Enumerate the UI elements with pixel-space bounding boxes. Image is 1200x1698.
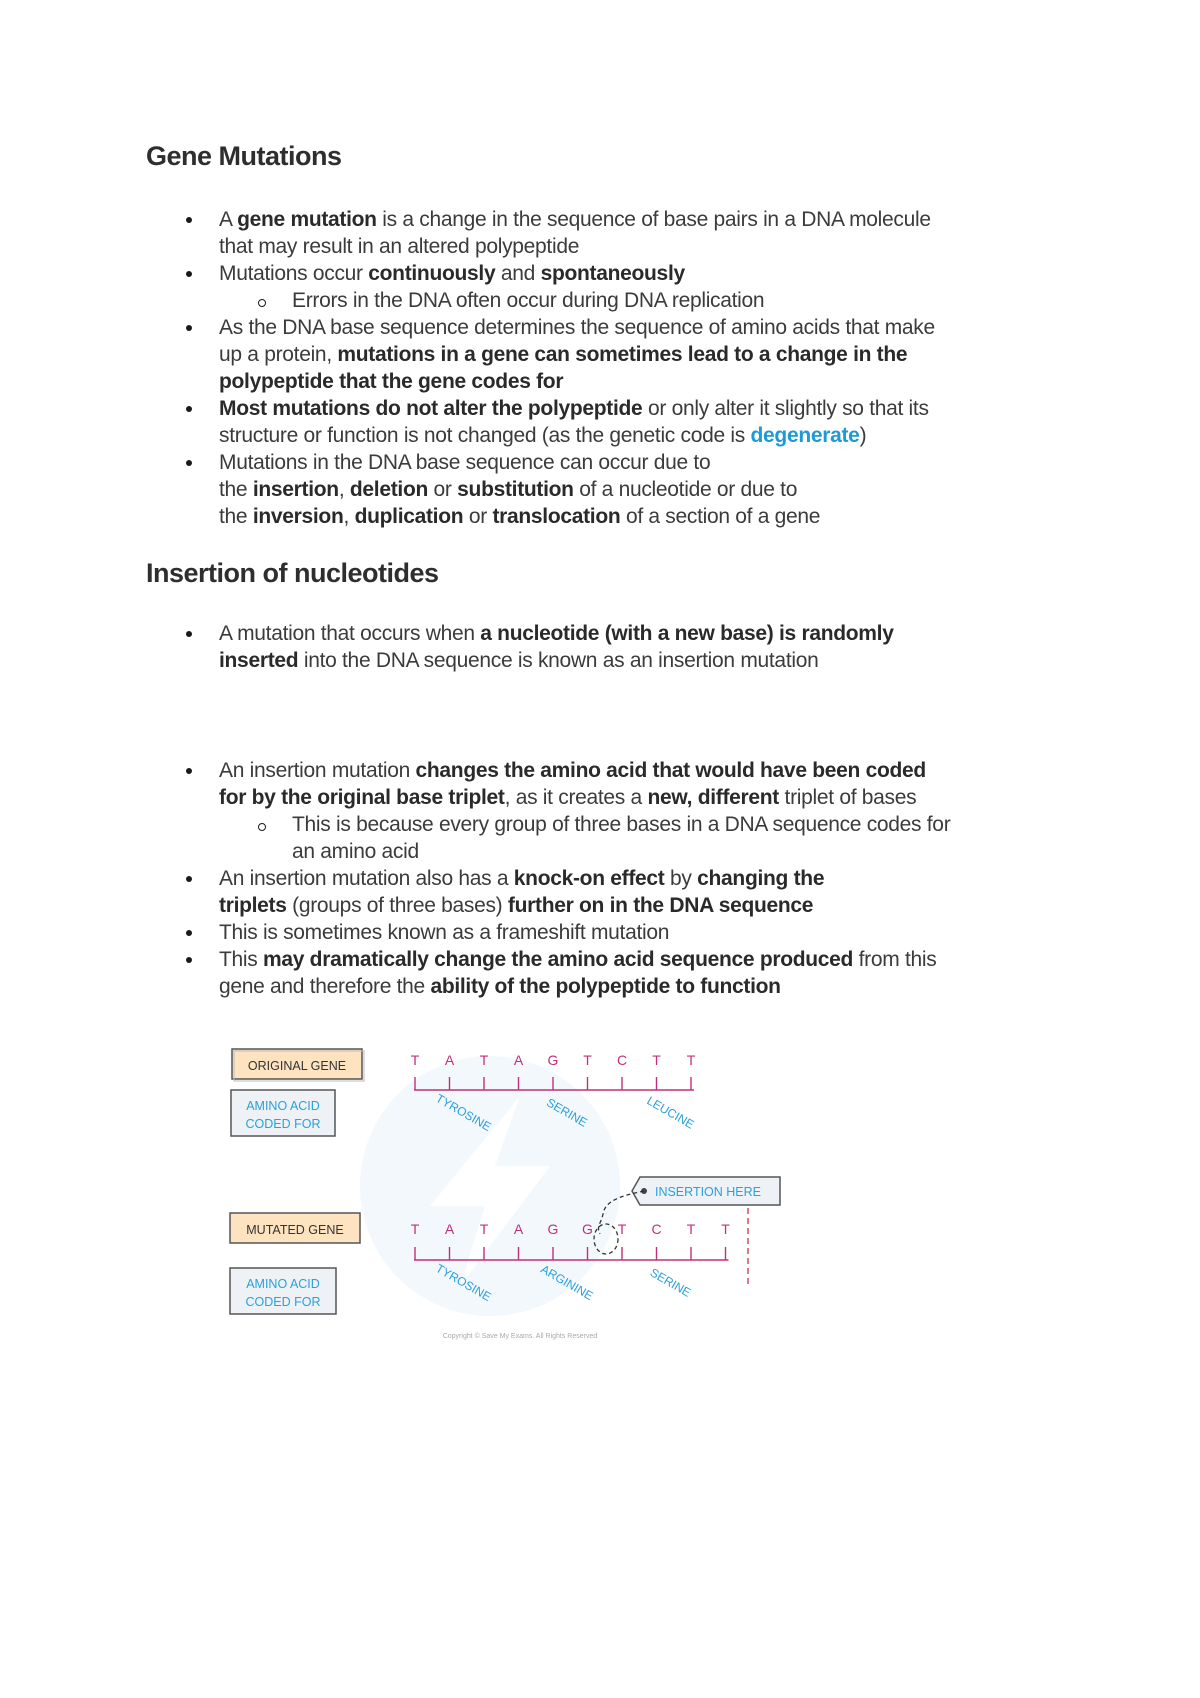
bold-text: ability of the polypeptide to function — [430, 975, 781, 998]
text-run: up a protein, — [219, 343, 338, 366]
sub-bullet-item — [146, 287, 1046, 314]
sub-bullet-item — [146, 811, 1046, 865]
bold-text: deletion — [349, 478, 428, 501]
text-run: Mutations occur — [219, 262, 369, 285]
bold-text: gene mutation — [237, 208, 377, 231]
base-letter: T — [721, 1221, 730, 1237]
watermark-logo — [360, 1056, 620, 1316]
base-letter: T — [617, 1221, 627, 1237]
text-run: and — [495, 262, 541, 285]
text-run: or only alter it slightly so that its — [642, 397, 929, 420]
text-run: , — [343, 505, 355, 528]
bullet-item — [146, 919, 1046, 946]
text-run: A mutation that occurs when — [219, 622, 481, 645]
base-letter: A — [444, 1052, 455, 1068]
insertion-list-a — [146, 620, 1046, 674]
amino-acid-label: TYROSINE — [433, 1091, 494, 1134]
text-run: gene and therefore the — [219, 975, 431, 998]
text-run: from this — [853, 948, 937, 971]
bold-text: knock-on effect — [513, 867, 665, 890]
amino-acid-label: SERINE — [544, 1095, 590, 1130]
text-run: This is because every group of three bases in a DNA sequence codes for — [292, 813, 951, 836]
bold-text: changes the amino acid that would have been coded — [415, 759, 926, 782]
base-letter: C — [616, 1052, 628, 1068]
text-run: or — [428, 478, 458, 501]
amino-acid-label-1 — [231, 1090, 335, 1136]
text-run: , — [338, 478, 350, 501]
text-run: This — [219, 948, 264, 971]
bullet-item — [146, 449, 1046, 530]
base-letter: T — [686, 1221, 696, 1237]
svg-text:INSERTION HERE: INSERTION HERE — [654, 1185, 762, 1199]
heading-gene-mutations: Gene Mutations — [146, 141, 342, 171]
text-run: structure or function is not changed (as the genetic code is — [219, 424, 751, 447]
bold-text: changing the — [697, 867, 825, 890]
bold-text: for by the original base triplet — [219, 786, 505, 809]
insertion-here-label — [632, 1177, 780, 1205]
bullet-item — [146, 620, 1046, 674]
bold-text: further on in the DNA sequence — [507, 894, 814, 917]
text-run: Mutations in the DNA base sequence can occur due to — [219, 451, 711, 474]
bold-text: duplication — [354, 505, 464, 528]
bold-text: insertion — [252, 478, 339, 501]
base-letter: C — [651, 1221, 662, 1237]
text-run: of a section of a gene — [620, 505, 821, 528]
bullet-item — [146, 206, 1046, 260]
text-run: of a nucleotide or due to — [573, 478, 798, 501]
base-letter: A — [444, 1221, 455, 1237]
text-run: ) — [859, 424, 867, 447]
bold-text: new, different — [647, 786, 779, 809]
svg-text:ORIGINAL GENE: ORIGINAL GENE — [247, 1059, 347, 1073]
base-letter: T — [652, 1052, 661, 1068]
original-gene-label — [232, 1049, 364, 1081]
bold-text: inversion — [252, 505, 344, 528]
text-run: that may result in an altered polypeptide — [219, 235, 580, 258]
svg-text:AMINO ACID: AMINO ACID — [246, 1277, 320, 1291]
bullet-item — [146, 314, 1046, 395]
heading-insertion: Insertion of nucleotides — [146, 558, 439, 588]
copyright-text: Copyright © Save My Exams. All Rights Reserved — [442, 1333, 598, 1340]
mutated-gene-label — [230, 1213, 360, 1243]
base-letter: A — [513, 1052, 524, 1068]
text-run: , as it creates a — [504, 786, 648, 809]
text-run: An insertion mutation — [219, 759, 416, 782]
text-run: or — [463, 505, 493, 528]
bold-text: Most mutations do not alter the polypeptide — [219, 397, 643, 420]
bullet-item — [146, 260, 1046, 287]
base-letter: G — [547, 1221, 559, 1237]
text-run: into the DNA sequence is known as an insertion mutation — [298, 649, 819, 672]
bold-text: mutations in a gene can sometimes lead to a change in the — [337, 343, 908, 366]
base-letter: T — [410, 1052, 420, 1068]
gene-mutations-list — [146, 206, 1046, 530]
text-run: A — [219, 208, 238, 231]
base-letter: T — [583, 1052, 592, 1068]
amino-acid-label: LEUCINE — [644, 1093, 697, 1132]
text-run: by — [664, 867, 698, 890]
bullet-item — [146, 946, 1046, 1000]
svg-text:CODED FOR: CODED FOR — [245, 1295, 321, 1309]
bold-text: continuously — [368, 262, 496, 285]
amino-acid-label: ARGININE — [538, 1261, 596, 1304]
text-run: As the DNA base sequence determines the sequence of amino acids that make — [219, 316, 935, 339]
amino-acid-label: SERINE — [647, 1265, 694, 1300]
bullet-item — [146, 865, 1046, 919]
text-run: is a change in the sequence of base pairs in a DNA molecule — [376, 208, 931, 231]
bold-text: translocation — [492, 505, 621, 528]
base-letter: A — [513, 1221, 524, 1237]
text-run: triplet of bases — [779, 786, 917, 809]
base-letter: T — [479, 1221, 489, 1237]
bullet-item — [146, 757, 1046, 811]
text-run: the — [219, 478, 253, 501]
bold-text: substitution — [457, 478, 574, 501]
amino-acid-label: TYROSINE — [433, 1261, 494, 1304]
insertion-list-b — [146, 757, 1046, 1000]
text-run: (groups of three bases) — [286, 894, 508, 917]
base-letter: G — [547, 1052, 559, 1068]
text-run: This is sometimes known as a frameshift mutation — [219, 921, 670, 944]
bold-text: spontaneously — [540, 262, 685, 285]
bold-text: a nucleotide (with a new base) is randomly — [480, 622, 894, 645]
bullet-item — [146, 395, 1046, 449]
text-run: the — [219, 505, 253, 528]
svg-text:CODED FOR: CODED FOR — [245, 1117, 321, 1131]
text-run: an amino acid — [292, 840, 419, 863]
bold-text: inserted — [219, 649, 299, 672]
base-letter: T — [686, 1052, 696, 1068]
bold-text: triplets — [219, 894, 287, 917]
bold-text: polypeptide that the gene codes for — [219, 370, 564, 393]
text-run: Errors in the DNA often occur during DNA replication — [292, 289, 765, 312]
base-letter: G — [582, 1221, 593, 1237]
insertion-mutation-diagram — [220, 1036, 790, 1346]
base-letter: T — [410, 1221, 420, 1237]
bold-text: may dramatically change the amino acid sequence produced — [263, 948, 854, 971]
svg-text:MUTATED GENE: MUTATED GENE — [246, 1223, 344, 1237]
text-run: An insertion mutation also has a — [219, 867, 514, 890]
svg-text:AMINO ACID: AMINO ACID — [246, 1099, 320, 1113]
glossary-link[interactable]: degenerate — [750, 424, 860, 447]
amino-acid-label-2 — [230, 1268, 336, 1314]
base-letter: T — [479, 1052, 489, 1068]
